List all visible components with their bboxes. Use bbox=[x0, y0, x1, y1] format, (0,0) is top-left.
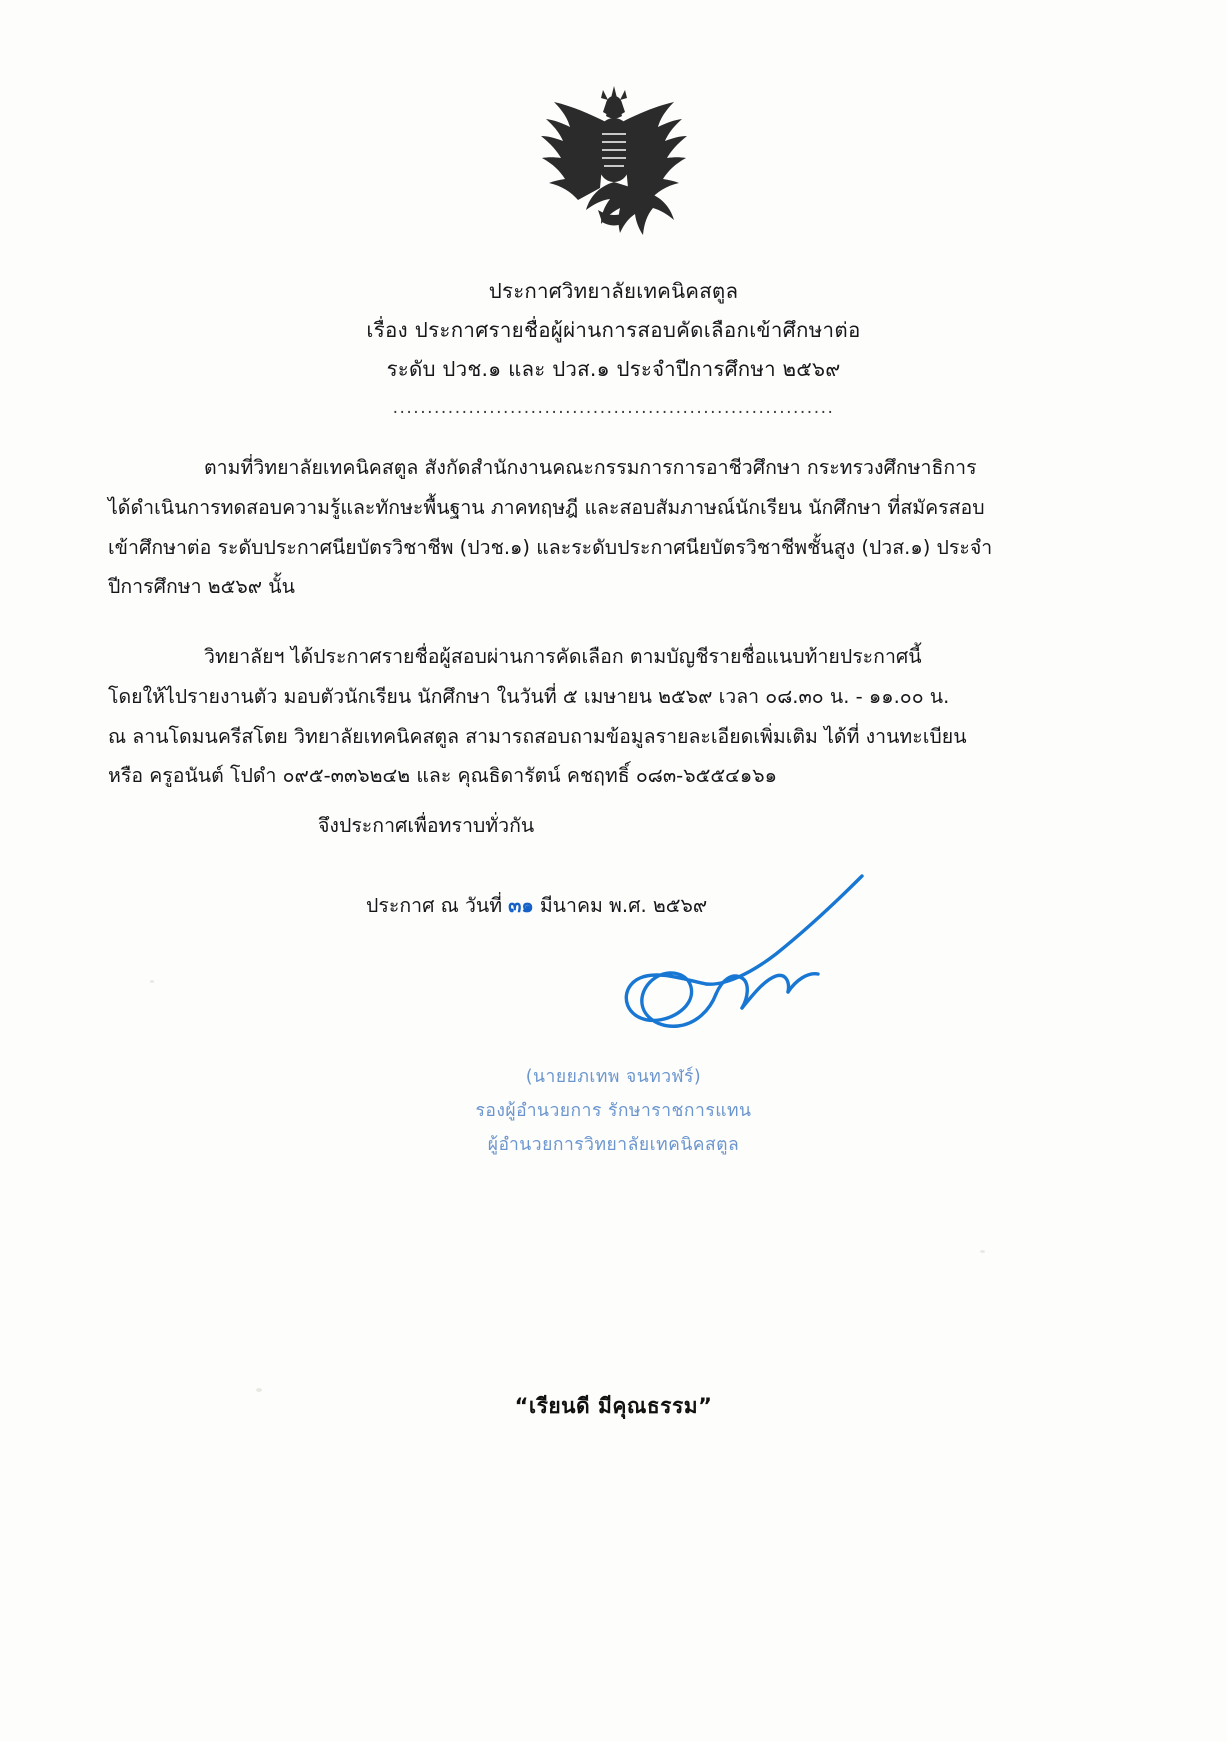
paragraph-2-line-2: โดยให้ไปรายงานตัว มอบตัวนักเรียน นักศึกษา ในวันที่ ๕ เมษายน ๒๕๖๙ เวลา ๐๘.๓๐ น. - ๑๑.๐๐ น. bbox=[108, 684, 950, 708]
signer-position-2: ผู้อำนวยการวิทยาลัยเทคนิคสตูล bbox=[487, 1135, 740, 1156]
date-day: ๓๑ bbox=[508, 894, 534, 917]
paragraph-1-line-2: ได้ดำเนินการทดสอบความรู้และทักษะพื้นฐาน ภาคทฤษฎี และสอบสัมภาษณ์นักเรียน นักศึกษา ที่สมัครสอบ bbox=[108, 495, 985, 519]
date-prefix: ประกาศ ณ วันที่ bbox=[366, 894, 503, 917]
paragraph-2-line-4: หรือ ครูอนันต์ โปดำ ๐๙๕-๓๓๖๒๔๒ และ คุณธิดารัตน์ คชฤทธิ์ ๐๘๓-๖๕๕๔๑๖๑ bbox=[108, 764, 777, 788]
scan-speckle bbox=[980, 1250, 985, 1253]
scan-speckle bbox=[150, 980, 154, 983]
scan-speckle bbox=[256, 1388, 262, 1392]
paragraph-1 bbox=[108, 448, 1120, 607]
signature-block bbox=[0, 1060, 1227, 1162]
date-suffix: มีนาคม พ.ศ. ๒๕๖๙ bbox=[539, 894, 708, 917]
paragraph-2-line-1: วิทยาลัยฯ ได้ประกาศรายชื่อผู้สอบผ่านการคัดเลือก ตามบัญชีรายชื่อแนบท้ายประกาศนี้ bbox=[204, 645, 922, 669]
heading-divider: ................................................................ bbox=[392, 398, 835, 418]
paragraph-1-line-3: เข้าศึกษาต่อ ระดับประกาศนียบัตรวิชาชีพ (ปวช.๑) และระดับประกาศนียบัตรวิชาชีพชั้นสูง (ปวส.๑) ประจำ bbox=[108, 535, 993, 559]
paragraph-1-line-1: ตามที่วิทยาลัยเทคนิคสตูล สังกัดสำนักงานคณะกรรมการการอาชีวศึกษา กระทรวงศึกษาธิการ bbox=[204, 456, 977, 479]
heading-line-1: ประกาศวิทยาลัยเทคนิคสตูล bbox=[488, 279, 739, 303]
announcement-date-line bbox=[366, 890, 707, 921]
document-heading bbox=[0, 272, 1227, 389]
school-motto: “เรียนดี มีคุณธรรม” bbox=[514, 1394, 713, 1418]
signer-name: (นายยภเทพ จนทวฬร์) bbox=[525, 1067, 702, 1087]
document-body bbox=[108, 448, 1120, 826]
paragraph-2-line-3: ณ ลานโดมนครีสโตย วิทยาลัยเทคนิคสตูล สามารถสอบถามข้อมูลรายละเอียดเพิ่มเติม ได้ที่ งานทะเบียน bbox=[108, 724, 967, 748]
signer-position-1: รองผู้อำนวยการ รักษาราชการแทน bbox=[475, 1101, 752, 1122]
heading-line-3: ระดับ ปวช.๑ และ ปวส.๑ ประจำปีการศึกษา ๒๕๖๙ bbox=[386, 356, 841, 381]
heading-line-2: เรื่อง ประกาศรายชื่อผู้ผ่านการสอบคัดเลือกเข้าศึกษาต่อ bbox=[366, 317, 861, 342]
paragraph-1-line-4: ปีการศึกษา ๒๕๖๙ นั้น bbox=[108, 575, 295, 599]
closing-statement: จึงประกาศเพื่อทราบทั่วกัน bbox=[318, 814, 535, 837]
garuda-emblem bbox=[0, 78, 1227, 248]
paragraph-2 bbox=[108, 637, 1120, 796]
